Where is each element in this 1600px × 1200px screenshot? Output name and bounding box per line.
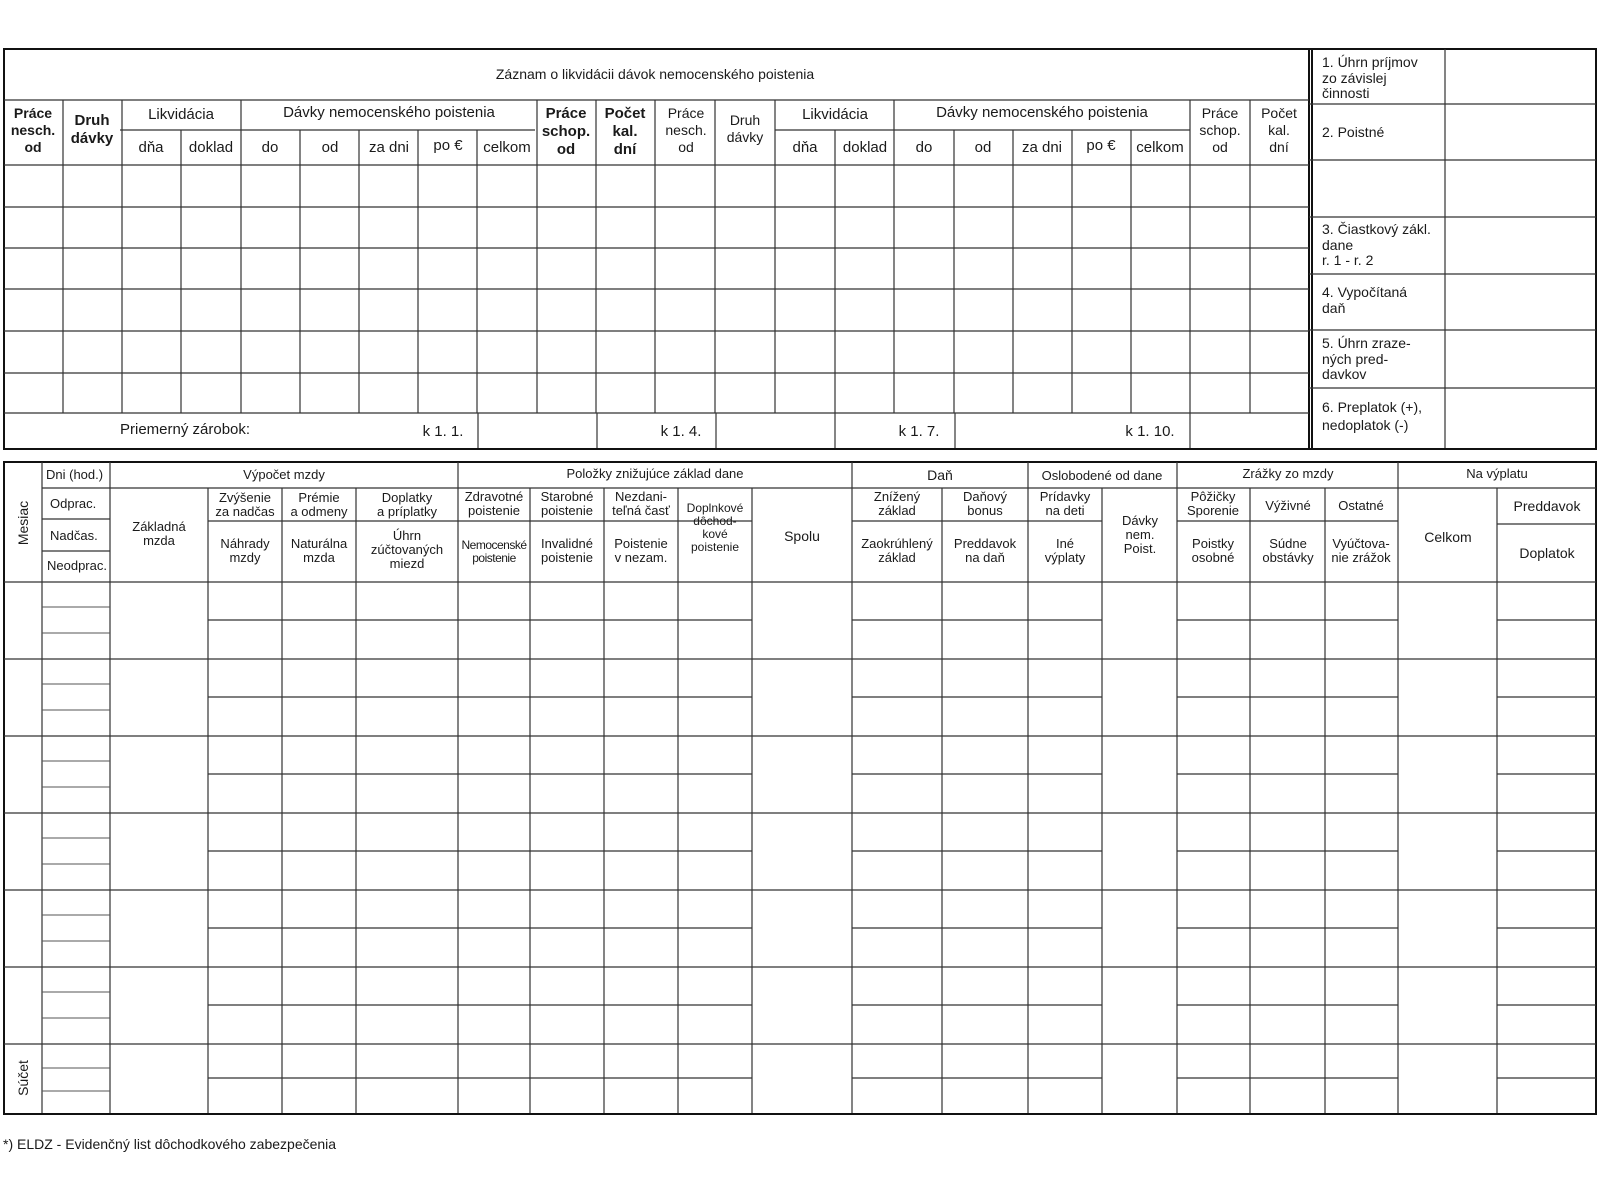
header-druh-davky: Druh dávky [70,112,114,147]
other-deductions-header: Ostatné [1338,498,1384,513]
total-celkom-header: Celkom [1424,529,1472,545]
header-pocet-kal-2: Počet kal. dní [1261,105,1297,155]
header-celkom: celkom [483,139,531,156]
header-davky-2: Dávky nemocenského poistenia [936,104,1148,121]
disability-insurance-header: Invalidné poistenie [540,536,594,566]
pension-insurance-header: Starobné poistenie [540,489,594,519]
sum-label: Súčet [15,1060,31,1096]
header-po-eur-2: po € [1086,137,1116,154]
header-za-dni: za dni [368,139,410,156]
to-pay-header: Na výplatu [1466,466,1528,481]
average-k1-10: k 1. 10. [1125,423,1175,440]
tax-exempt-header: Oslobodené od dane [1041,468,1163,483]
child-allowance-header: Prídavky na deti [1039,489,1091,519]
tax-reducing-items-header: Položky znižujúce základ dane [566,466,744,481]
header-druh-davky-2: Druh dávky [726,112,764,145]
tax-bonus-header: Daňový bonus [962,489,1008,519]
header-celkom-2: celkom [1136,139,1184,156]
non-taxable-part-header: Nezdani- teľná časť [612,489,670,519]
average-k1-7: k 1. 7. [898,423,940,440]
header-likv-doklad-2: doklad [842,139,888,156]
balance-payment-header: Doplatok [1519,545,1575,561]
court-garnishments-header: Súdne obstávky [1262,536,1314,566]
header-za-dni-2: za dni [1021,139,1063,156]
tax-row-3-label: 3. Čiastkový zákl. dane r. 1 - r. 2 [1322,221,1431,269]
reduced-base-header: Znížený základ [873,489,921,519]
header-od-2: od [974,139,992,156]
tax-header: Daň [927,467,953,483]
eldz-footnote: *) ELDZ - Evidenčný list dôchodkového zabezpečenia [3,1136,337,1152]
loans-savings-header: Pôžičky Sporenie [1186,489,1240,519]
tax-row-6-label: 6. Preplatok (+), nedoplatok (-) [1322,399,1422,434]
header-likvidacia-2: Likvidácia [802,106,868,123]
basic-wage-header: Základná mzda [132,519,186,549]
wage-deductions-header: Zrážky zo mzdy [1242,466,1334,481]
sickness-benefits-header: Dávky nem. Poist. [1121,513,1159,557]
average-k1-1: k 1. 1. [422,423,464,440]
average-k1-4: k 1. 4. [660,423,702,440]
header-likv-doklad: doklad [188,139,234,156]
header-prace-schop-2: Práce schop. od [1199,105,1241,155]
health-insurance-header: Zdravotné poistenie [464,489,524,519]
supplementary-pension-header: Doplnkové dôchod- kové poistenie [686,501,744,554]
overtime-increase-header: Zvýšenie za nadčas [215,490,275,520]
total-spolu-header: Spolu [784,528,820,544]
unemployment-insurance-header: Poistenie v nezam. [614,536,668,566]
advance-header: Preddavok [1513,498,1581,514]
record-title: Záznam o likvidácii dávok nemocenského poistenia [495,66,815,82]
header-prace-schop: Práce schop. od [541,105,591,158]
bonuses-header: Prémie a odmeny [290,490,348,520]
header-od: od [321,139,339,156]
neodprac-label: Neodprac. [47,558,107,573]
tax-row-2-label: 2. Poistné [1322,124,1385,140]
supplements-header: Doplatky a príplatky [377,490,437,520]
alimony-header: Výživné [1265,498,1311,513]
in-kind-wage-header: Naturálna mzda [290,536,348,566]
other-payments-header: Iné výplaty [1044,536,1086,566]
rounded-base-header: Zaokrúhlený základ [861,536,933,566]
wage-calc-header: Výpočet mzdy [243,467,325,482]
tax-row-4-label: 4. Vypočítaná daň [1322,284,1408,316]
average-earnings-label: Priemerný zárobok: [120,421,251,438]
header-likvidacia: Likvidácia [148,106,214,123]
header-likv-dna: dňa [138,139,164,156]
odprac-label: Odprac. [50,496,97,511]
nadcas-label: Nadčas. [50,528,98,543]
personal-insurance-header: Poistky osobné [1191,536,1235,566]
header-prace-nesch-2: Práce nesch. od [665,105,707,155]
tax-row-1-label: 1. Úhrn príjmov zo závislej činnosti [1322,54,1418,102]
dni-hod-label: Dni (hod.) [46,467,104,482]
header-likv-dna-2: dňa [792,139,818,156]
tax-row-5-label: 5. Úhrn zraze- ných pred- davkov [1322,335,1411,383]
header-do-2: do [915,139,933,156]
header-do: do [261,139,279,156]
wage-compensation-header: Náhrady mzdy [220,536,270,566]
header-davky: Dávky nemocenského poistenia [283,104,495,121]
total-wages-header: Úhrn zúčtovaných miezd [370,528,444,572]
month-label: Mesiac [15,500,31,546]
deduction-settlement-header: Vyúčtova- nie zrážok [1331,536,1391,566]
header-po-eur: po € [433,137,463,154]
tax-advance-header: Preddavok na daň [953,536,1017,566]
sickness-insurance-header: Nemocenské poistenie [461,538,527,565]
header-prace-nesch: Práce nesch. od [10,105,56,155]
header-pocet-kal: Počet kal. dní [604,105,646,158]
